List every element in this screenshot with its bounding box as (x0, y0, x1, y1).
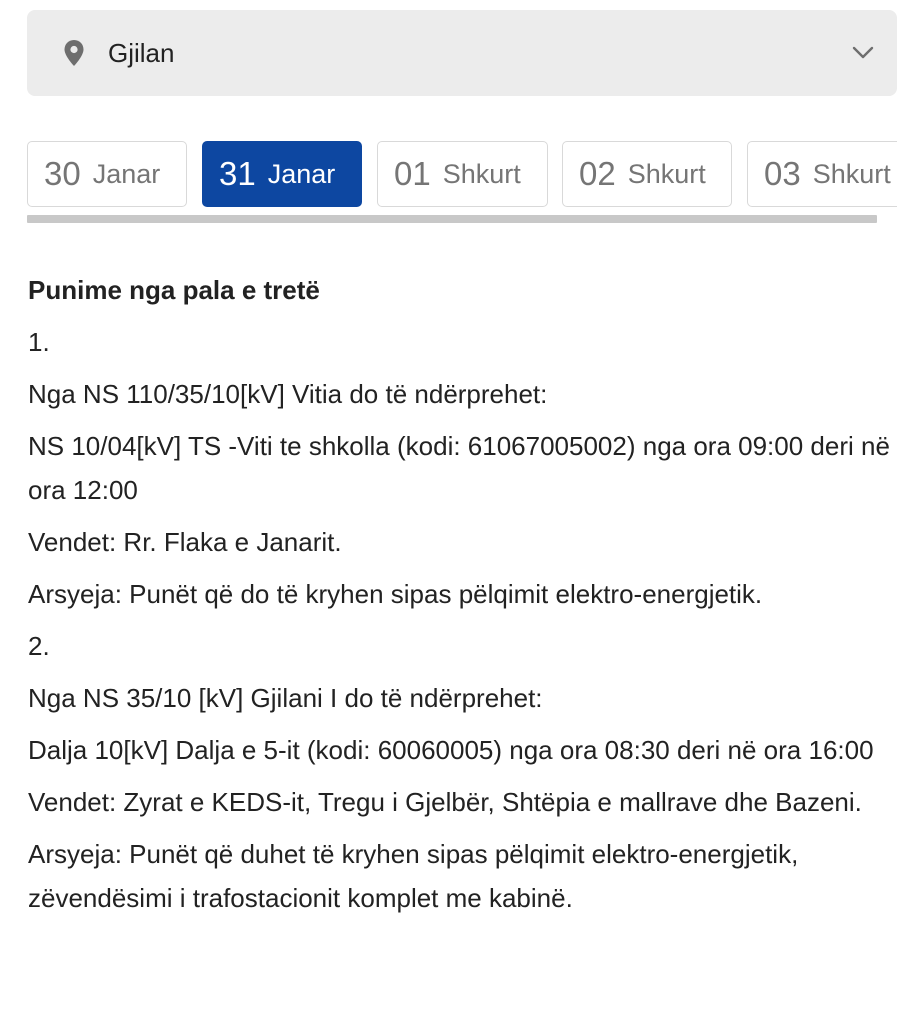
item-line: Dalja 10[kV] Dalja e 5-it (kodi: 60060005) nga ora 08:30 deri në ora 16:00 (28, 735, 874, 765)
date-day: 01 (394, 155, 431, 192)
item-reason: Arsyeja: Punët që do të kryhen sipas pëlqimit elektro-energjetik. (28, 579, 763, 609)
horizontal-scrollbar[interactable] (27, 215, 877, 223)
item-number: 1. (28, 327, 50, 357)
item-line: NS 10/04[kV] TS -Viti te shkolla (kodi: 61067005002) nga ora 09:00 deri në ora 12:00 (28, 431, 890, 505)
date-tab[interactable] (747, 141, 897, 207)
date-day: 31 (219, 155, 256, 192)
item-source: Nga NS 35/10 [kV] Gjilani I do të ndërprehet: (28, 683, 543, 713)
item-number: 2. (28, 631, 50, 661)
item-reason: Arsyeja: Punët që duhet të kryhen sipas pëlqimit elektro-energjetik, zëvendësimi i trafostacionit komplet me kabinë. (28, 839, 799, 913)
date-day: 02 (579, 155, 616, 192)
date-day: 30 (44, 155, 81, 192)
map-pin-icon (61, 38, 87, 68)
date-tab-active[interactable] (202, 141, 362, 207)
date-month: Janar (267, 158, 336, 189)
date-month: Shkurt (627, 158, 706, 189)
date-day: 03 (764, 155, 801, 192)
date-month: Shkurt (442, 158, 521, 189)
chevron-down-icon[interactable] (851, 41, 875, 65)
item-places: Vendet: Rr. Flaka e Janarit. (28, 527, 342, 557)
date-month: Janar (92, 158, 161, 189)
location-select[interactable] (27, 10, 897, 96)
date-tab[interactable] (27, 141, 187, 207)
outage-list (28, 268, 898, 928)
item-places: Vendet: Zyrat e KEDS-it, Tregu i Gjelbër, Shtëpia e mallrave dhe Bazeni. (28, 787, 862, 817)
date-tabs (27, 141, 897, 209)
date-month: Shkurt (812, 158, 891, 189)
date-tab[interactable] (377, 141, 548, 207)
location-value: Gjilan (108, 37, 175, 68)
date-tab[interactable] (562, 141, 732, 207)
item-source: Nga NS 110/35/10[kV] Vitia do të ndërprehet: (28, 379, 548, 409)
section-heading: Punime nga pala e tretë (28, 275, 320, 305)
